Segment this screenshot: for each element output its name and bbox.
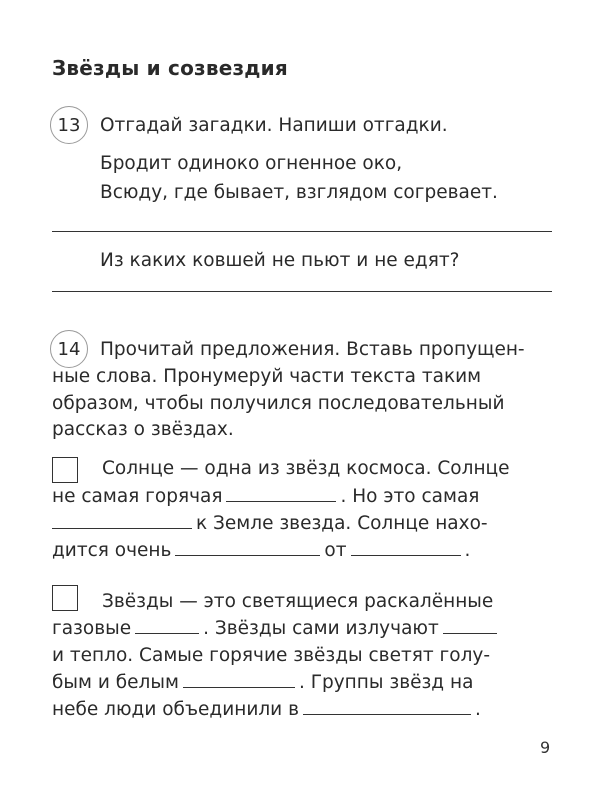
part2-line-1: Звёзды — это светящиеся раскалённые [102,591,494,612]
page-number: 9 [540,738,551,757]
blank-field[interactable] [183,671,295,688]
blank-field[interactable] [443,617,497,634]
answer-line-1[interactable] [52,231,552,232]
part2-line-2 [52,616,501,642]
page-title: Звёзды и созвездия [52,56,288,80]
part1-text-4a: дится очень [52,540,172,561]
task-14-number: 14 [50,330,88,368]
part1-line-2 [52,484,479,510]
part1-text-2b: . Но это самая [340,486,480,507]
part2-text-4a: бым и белым [52,672,179,693]
blank-field[interactable] [226,485,336,502]
task-13-number: 13 [50,106,88,144]
part1-text-3: к Земле звезда. Солнце нахо- [196,513,488,534]
order-checkbox-1[interactable] [52,457,78,483]
part1-line-3 [52,511,488,537]
part2-text-5a: небе люди объединили в [52,699,299,720]
part2-text-4b: . Группы звёзд на [298,672,474,693]
blank-field[interactable] [175,539,320,556]
task-14-instruction-line-1: Прочитай предложения. Вставь пропущен- [100,339,525,360]
part2-line-4 [52,670,473,696]
task-14-instruction-line-2: ные слова. Пронумеруй части текста таким [52,366,482,387]
task-14-instruction-line-3: образом, чтобы получился последовательный [52,393,505,414]
part2-text-2a: газовые [52,618,132,639]
blank-field[interactable] [303,698,471,715]
part1-line-1: Солнце — одна из звёзд космоса. Солнце [102,458,510,479]
task-14-instruction-line-4: рассказ о звёздах. [52,419,234,440]
riddle-1-line-1: Бродит одиноко огненное око, [100,153,403,174]
part2-line-3: и тепло. Самые горячие звёзды светят голу- [52,645,491,666]
part1-text-2a: не самая горячая [52,486,223,507]
blank-field[interactable] [135,617,199,634]
order-checkbox-2[interactable] [52,585,78,611]
riddle-1-line-2: Всюду, где бывает, взглядом согревает. [100,182,498,203]
task-13-instruction: Отгадай загадки. Напиши отгадки. [100,115,448,136]
answer-line-2[interactable] [52,291,552,292]
part2-text-2b: . Звёзды сами излучают [203,618,439,639]
part1-line-4 [52,538,470,564]
riddle-2: Из каких ковшей не пьют и не едят? [100,250,460,271]
part2-text-5b: . [475,699,481,720]
blank-field[interactable] [351,539,461,556]
part1-text-4c: . [464,540,471,561]
part1-text-4b: от [324,540,347,561]
part2-line-5 [52,697,481,723]
blank-field[interactable] [52,512,192,529]
